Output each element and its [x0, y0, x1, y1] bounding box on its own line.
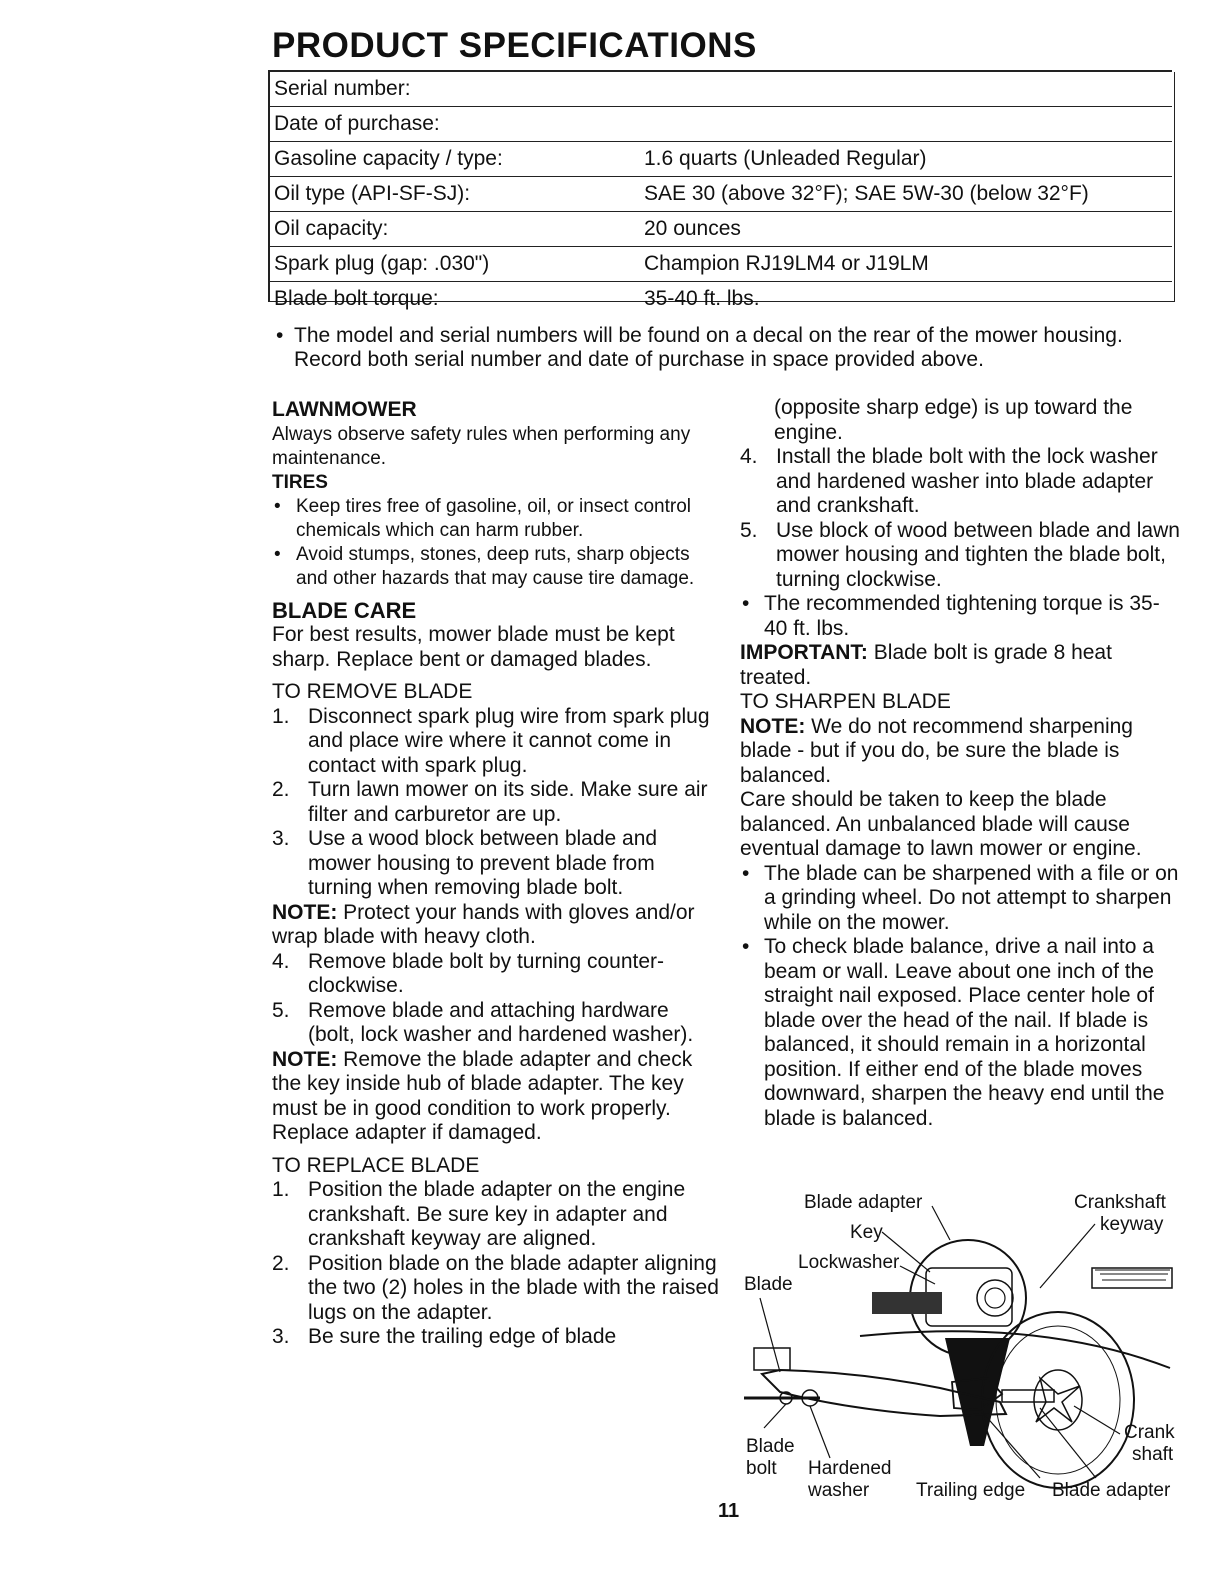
list-item-text: Disconnect spark plug wire from spark plug and place wire where it cannot come in contact with spark plug. [308, 704, 710, 777]
list-item [272, 1325, 720, 1350]
spec-label: Oil type (API-SF-SJ): [268, 177, 638, 212]
label-keyway: keyway [1100, 1214, 1164, 1235]
list-item-text: Install the blade bolt with the lock washer and hardened washer into blade adapter and crankshaft. [776, 445, 1158, 517]
note-protect: NOTE: Protect your hands with gloves and/or wrap blade with heavy cloth. [272, 900, 695, 948]
continued-text: (opposite sharp edge) is up toward the engine. [774, 396, 1133, 444]
list-item [272, 827, 720, 901]
step-number: 2. [272, 1251, 290, 1275]
tires-list [272, 495, 720, 591]
spec-value: 35-40 ft. lbs. [638, 282, 1172, 317]
spec-label: Oil capacity: [268, 212, 638, 247]
spec-value: 1.6 quarts (Unleaded Regular) [638, 142, 1172, 177]
list-item-text: Use block of wood between blade and lawn mower housing and tighten the blade bolt, turning clockwise. [776, 518, 1180, 591]
label-blade-adapter-bottom: Blade adapter [1052, 1480, 1171, 1501]
list-item-text: Remove blade and attaching hardware (bolt, lock washer and hardened washer). [308, 998, 694, 1046]
lawnmower-heading: LAWNMOWER [272, 398, 417, 421]
sharpen-bullets [740, 862, 1180, 1132]
replace-blade-heading: TO REPLACE BLADE [272, 1153, 480, 1177]
spec-label: Serial number: [268, 71, 638, 107]
spec-value: 20 ounces [638, 212, 1172, 247]
list-item [740, 862, 1180, 936]
sharpen-heading: TO SHARPEN BLADE [740, 690, 951, 713]
list-item-text: Keep tires free of gasoline, oil, or insect control chemicals which can harm rubber. [296, 495, 691, 541]
label-washer: washer [808, 1480, 870, 1501]
left-column [272, 398, 720, 1350]
spec-value: SAE 30 (above 32°F); SAE 5W-30 (below 32°F) [638, 177, 1172, 212]
list-item [272, 705, 720, 779]
bullet-icon: • [742, 935, 750, 958]
remove-steps-continued [272, 950, 720, 1048]
right-column [740, 396, 1180, 1131]
label-blade-adapter: Blade adapter [804, 1192, 923, 1213]
note-adapter: NOTE: Remove the blade adapter and check the key inside hub of blade adapter. The key must be in good condition to work properly. Replace adapter if damaged. [272, 1047, 693, 1144]
label-blade-bolt-2: bolt [746, 1458, 777, 1479]
label-hardened: Hardened [808, 1458, 892, 1479]
spec-row [268, 212, 1172, 247]
sharpen-note: NOTE: We do not recommend sharpening blade - but if you do, be sure the blade is balanced. [740, 714, 1133, 787]
list-item [272, 1178, 720, 1252]
list-item [740, 519, 1180, 593]
list-item-text: Remove blade bolt by turning counter-clockwise. [308, 949, 665, 997]
label-blade: Blade [744, 1274, 793, 1295]
list-item [272, 543, 720, 591]
spec-row [268, 142, 1172, 177]
bullet-icon: • [276, 324, 284, 347]
step-number: 4. [272, 949, 290, 973]
list-item [272, 1252, 720, 1326]
blade-assembly-illustration [740, 1188, 1180, 1508]
bullet-icon: • [274, 495, 281, 517]
important-note: IMPORTANT: Blade bolt is grade 8 heat treated. [740, 641, 1112, 689]
spec-row [268, 247, 1172, 282]
replace-steps-continued [740, 445, 1180, 592]
list-item-text: Position blade on the blade adapter aligning the two (2) holes in the blade with the raised lugs on the adapter. [308, 1251, 719, 1324]
spec-row [268, 282, 1172, 317]
list-item [272, 950, 720, 999]
remove-steps [272, 705, 720, 901]
label-crankshaft: Crankshaft [1074, 1192, 1166, 1213]
spec-label: Spark plug (gap: .030") [268, 247, 638, 282]
list-item-text: Be sure the trailing edge of blade [308, 1325, 617, 1348]
step-number: 3. [272, 1325, 290, 1348]
lawnmower-text: Always observe safety rules when performing any maintenance. [272, 423, 691, 469]
label-lockwasher: Lockwasher [798, 1252, 900, 1273]
list-item [272, 778, 720, 827]
bullet-icon: • [742, 861, 750, 885]
spec-value [638, 71, 1172, 107]
label-key: Key [850, 1222, 883, 1243]
list-item-text: Position the blade adapter on the engine crankshaft. Be sure key in adapter and crankshaft keyway are aligned. [308, 1178, 686, 1250]
label-blade-bolt-1: Blade [746, 1436, 795, 1457]
list-item [740, 935, 1180, 1131]
step-number: 1. [272, 704, 290, 728]
step-number: 4. [740, 445, 758, 468]
step-number: 1. [272, 1178, 290, 1201]
spec-value [638, 107, 1172, 142]
page-title: PRODUCT SPECIFICATIONS [272, 26, 757, 65]
blade-care-heading: BLADE CARE [272, 597, 417, 623]
replace-steps [272, 1178, 720, 1350]
spec-row [268, 71, 1172, 107]
spec-label: Gasoline capacity / type: [268, 142, 638, 177]
spec-label: Date of purchase: [268, 107, 638, 142]
page-number: 11 [718, 1500, 740, 1522]
spec-value: Champion RJ19LM4 or J19LM [638, 247, 1172, 282]
spec-table [268, 70, 1172, 316]
bullet-icon: • [742, 592, 750, 615]
label-shaft: shaft [1132, 1444, 1174, 1465]
label-crank: Crank [1124, 1422, 1175, 1443]
step-number: 5. [272, 998, 290, 1022]
list-item [272, 999, 720, 1048]
list-item [272, 495, 720, 543]
list-item [740, 445, 1180, 519]
list-item-text: Turn lawn mower on its side. Make sure air filter and carburetor are up. [308, 778, 708, 826]
care-text: Care should be taken to keep the blade balanced. An unbalanced blade will cause eventual damage to lawn mower or engine. [740, 788, 1142, 860]
list-item-text: Avoid stumps, stones, deep ruts, sharp objects and other hazards that may cause tire damage. [296, 543, 695, 589]
step-number: 3. [272, 827, 290, 850]
list-item-text: The blade can be sharpened with a file or on a grinding wheel. Do not attempt to sharpen while on the mower. [764, 861, 1179, 934]
spec-label: Blade bolt torque: [268, 282, 638, 317]
step-number: 2. [272, 778, 290, 801]
spec-note: • The model and serial numbers will be found on a decal on the rear of the mower housing. Record both serial number and date of purchase in space provided above. [276, 324, 1123, 371]
list-item: • The recommended tightening torque is 35-40 ft. lbs. [742, 592, 1160, 640]
spec-row [268, 177, 1172, 212]
tires-heading: TIRES [272, 471, 328, 493]
spec-row [268, 107, 1172, 142]
step-number: 5. [740, 518, 758, 542]
list-item-text: Use a wood block between blade and mower housing to prevent blade from turning when removing blade bolt. [308, 827, 658, 899]
list-item-text: To check blade balance, drive a nail into a beam or wall. Leave about one inch of the straight nail exposed. Place center hole of blade over the head of the nail. If blade is balanced, it should remain in a horizontal position. If either end of the blade moves downward, sharpen the heavy end until the blade is balanced. [764, 935, 1165, 1130]
blade-assembly-diagram [740, 1188, 1180, 1508]
remove-blade-heading: TO REMOVE BLADE [272, 680, 473, 703]
bullet-icon: • [274, 543, 281, 565]
label-trailing-edge: Trailing edge [916, 1480, 1026, 1501]
blade-care-text: For best results, mower blade must be kept sharp. Replace bent or damaged blades. [272, 623, 675, 671]
